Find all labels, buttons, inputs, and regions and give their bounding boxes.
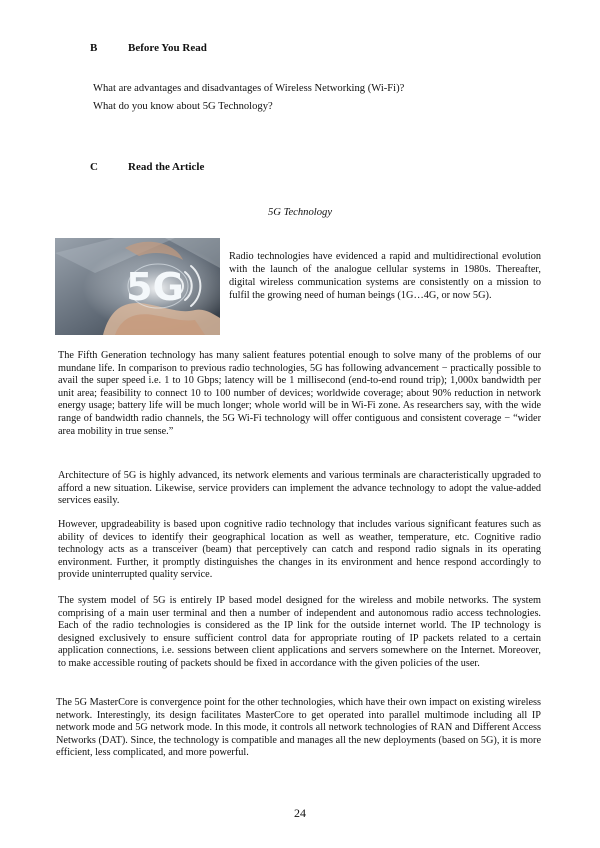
article-paragraph-1: The Fifth Generation technology has many salient features potential enough to solve many of the problems of our mundane life. In comparison to previous radio technologies, 5G has following advancement − practically possible to avail the super speed i.e. 1 to 10 Gbps; latency will be 1 millisecond (end-to-end round trip); 1,000x bandwidth per unit area; feasibility to connect 10 to 100 number of devices; worldwide coverage; about 90% reduction in network energy usage; battery life will be much longer; whole world will be in Wi-Fi zone. As researchers say, with the wide range of bandwidth radio channels, the 5G Wi-Fi technology will offer contiguous and consistent coverage − “wider area mobility in true sense.” (58, 350, 541, 437)
article-title: 5G Technology (267, 207, 333, 218)
section-c-letter: C (90, 161, 98, 173)
page-number: 24 (294, 806, 306, 820)
section-b-title: Before You Read (128, 42, 207, 54)
question-2: What do you know about 5G Technology? (93, 101, 273, 112)
article-intro: Radio technologies have evidenced a rapid and multidirectional evolution with the launch of the analogue cellular systems in 1980s. Thereafter, digital wireless communication systems are consistently on a mission to fulfil the growing need of human beings (1G…4G, or now 5G). (229, 251, 541, 302)
article-paragraph-2: Architecture of 5G is highly advanced, its network elements and various terminals are characteristically upgraded to afford a new situation. Likewise, service providers can implement the advance technology to adopt the value-added services easily. (58, 470, 541, 507)
question-1: What are advantages and disadvantages of Wireless Networking (Wi-Fi)? (93, 83, 405, 94)
5g-image-text: 5G (126, 265, 184, 309)
article-paragraph-5: The 5G MasterCore is convergence point for the other technologies, which have their own impact on existing wireless network. Interestingly, its design facilitates MasterCore to get operated into parallel multimode including all IP network mode and 5G network mode. In this mode, it controls all network technologies of RAN and Different Access Networks (DAT). Since, the technology is compatible and manages all the new deployments (based on 5G), it is more efficient, less complicated, and more powerful. (56, 697, 541, 759)
article-paragraph-3: However, upgradeability is based upon cognitive radio technology that includes various significant features such as ability of devices to identify their geographical location as well as weather, temperature, etc. Cognitive radio technology acts as a transceiver (beam) that perceptively can catch and respond radio signals in its operating environment. Further, it promptly distinguishes the changes in its environment and hence respond accordingly to provide uninterrupted quality service. (58, 519, 541, 581)
section-b-heading (90, 42, 207, 54)
article-paragraph-4: The system model of 5G is entirely IP based model designed for the wireless and mobile networks. The system comprising of a main user terminal and then a number of independent and autonomous radio access technologies. Each of the radio technologies is considered as the IP link for the outside internet world. The IP technology is designed exclusively to ensure sufficient control data for appropriate routing of IP packets related to a certain application connections, i.e. sessions between client applications and servers somewhere on the Internet. Moreover, to make accessible routing of packets should be fixed in accordance with the given policies of the user. (58, 595, 541, 669)
section-c-heading (90, 161, 204, 173)
5g-hand-illustration-icon (55, 238, 220, 335)
section-c-title: Read the Article (128, 161, 205, 173)
section-b-letter: B (90, 42, 98, 54)
